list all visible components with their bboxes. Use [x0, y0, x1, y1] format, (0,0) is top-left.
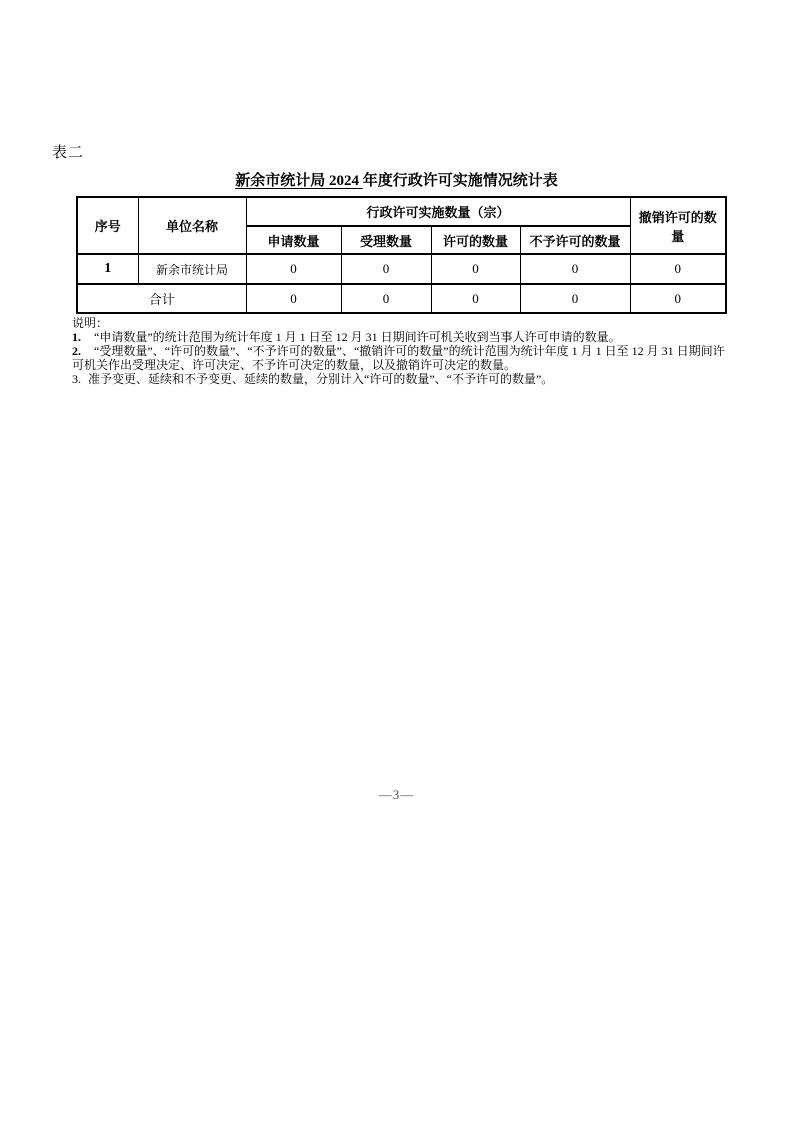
note-3-number: 3. — [72, 372, 81, 386]
row-accepted-value: 0 — [341, 254, 431, 284]
notes-section — [72, 316, 734, 386]
page-number: —3— — [378, 787, 415, 802]
row-index-value: 1 — [77, 254, 138, 284]
notes-heading: 说明： — [72, 316, 109, 330]
header-accepted-count: 受理数量 — [341, 226, 431, 254]
document-title-rest: 年度行政许可实施情况统计表 — [362, 173, 558, 189]
header-unit-name: 单位名称 — [138, 197, 246, 254]
note-2-text: “受理数量”、“许可的数量”、“不予许可的数量”、“撤销许可的数量”的统计范围为统计年度 1 月 1 日至 12 月 31 日期间许可机关作出受理决定、许可决定、不予许可决定的数量，以及撤销许可决定的数量。 — [72, 344, 725, 372]
total-row-label: 合计 — [77, 284, 246, 313]
note-item-1 — [72, 330, 734, 344]
statistics-table — [76, 196, 727, 314]
row-applied-value: 0 — [246, 254, 341, 284]
header-denied-count: 不予许可的数量 — [520, 226, 630, 254]
total-denied-value: 0 — [520, 284, 630, 313]
total-accepted-value: 0 — [341, 284, 431, 313]
row-permitted-value: 0 — [431, 254, 520, 284]
header-index: 序号 — [77, 197, 138, 254]
document-title-underlined-part: 新余市统计局 2024 — [235, 173, 363, 189]
table-row — [77, 254, 726, 284]
table-header-row-1 — [77, 197, 726, 226]
table-sequence-label: 表二 — [52, 145, 85, 161]
header-revoked-count: 撤销许可的数量 — [630, 197, 726, 254]
document-title — [0, 169, 793, 190]
note-1-number: 1. — [72, 330, 81, 344]
total-applied-value: 0 — [246, 284, 341, 313]
total-permitted-value: 0 — [431, 284, 520, 313]
note-item-3 — [72, 372, 734, 386]
table-total-row — [77, 284, 726, 313]
row-unit-name: 新余市统计局 — [138, 254, 246, 284]
note-1-text: “申请数量”的统计范围为统计年度 1 月 1 日至 12 月 31 日期间许可机关收到当事人许可申请的数量。 — [94, 330, 621, 344]
note-item-2 — [72, 344, 734, 372]
header-implementation-group: 行政许可实施数量（宗） — [246, 197, 630, 226]
header-permitted-count: 许可的数量 — [431, 226, 520, 254]
header-applied-count: 申请数量 — [246, 226, 341, 254]
note-3-text: 准予变更、延续和不予变更、延续的数量，分别计入“许可的数量”、“不予许可的数量”。 — [88, 372, 554, 386]
note-2-number: 2. — [72, 344, 81, 358]
total-revoked-value: 0 — [630, 284, 726, 313]
row-denied-value: 0 — [520, 254, 630, 284]
row-revoked-value: 0 — [630, 254, 726, 284]
